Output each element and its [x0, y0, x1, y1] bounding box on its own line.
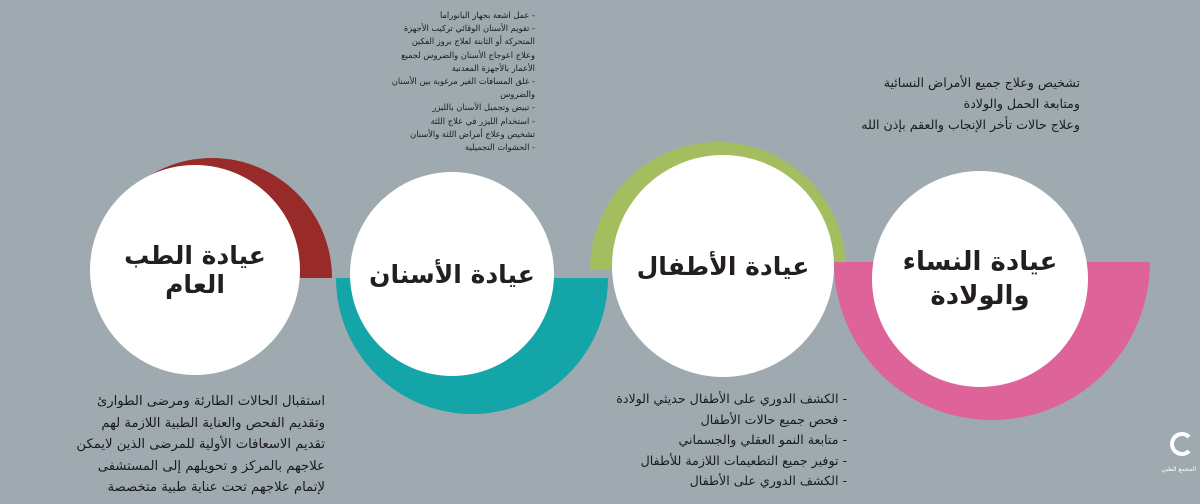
clinic-dental-title: عيادة الأسنان: [369, 259, 535, 289]
clinic-dental-circle: [350, 172, 554, 376]
clinic-general-title: عيادة الطب العام: [124, 241, 266, 299]
clinic-children-circle: [612, 155, 834, 377]
clinic-general-circle: [90, 165, 300, 375]
logo-name: المجمع الطبي: [1161, 466, 1196, 473]
children-services-list: - الكشف الدوري على الأطفال حديثي الولادة - فحص جميع حالات الأطفال - متابعة النمو العقلي والجسماني - توفير جميع التطعيمات اللازمة للأطفال - الكشف الدوري على الأطفال: [616, 391, 847, 488]
dental-services-list: - عمل اشعة بجهاز البانوراما - تقويم الأسنان الوقائي تركيب الأجهزة المتحركة أو الثابتة لعلاج بروز الفكين وعلاج اعوجاج الأسنان والضروس لجميع الأعمار بالأجهزة المعدنية - غلق المسافات الغير مرغوبة بين الأسنان والضروس - تبيض وتجميل الأسنان بالليزر - استخدام الليزر في علاج اللثة تشخيص وعلاج أمراض اللثة والأسنان - الحشوات التجميلية: [391, 10, 535, 153]
clinic-women-circle: [872, 171, 1088, 387]
logo: [1161, 432, 1196, 494]
women-services-text: تشخيص وعلاج جميع الأمراض النسائية ومتابعة الحمل والولادة وعلاج حالات تأخر الإنجاب والعقم بإذن الله: [861, 75, 1080, 132]
clinic-children-title: عيادة الأطفال: [636, 251, 810, 281]
clinic-women-title: عيادة النساء والولادة: [902, 247, 1058, 311]
crescent-ring-icon: [1170, 432, 1194, 456]
general-services-text: استقبال الحالات الطارئة ومرضى الطوارئ وتقديم الفحص والعناية الطبية اللازمة لهم تقديم الاسعافات الأولية للمرضى الذين لايمكن علاجهم بالمركز و تحويلهم إلى المستشفى لإتمام علاجهم تحت عناية طبية متخصصة: [76, 394, 325, 495]
